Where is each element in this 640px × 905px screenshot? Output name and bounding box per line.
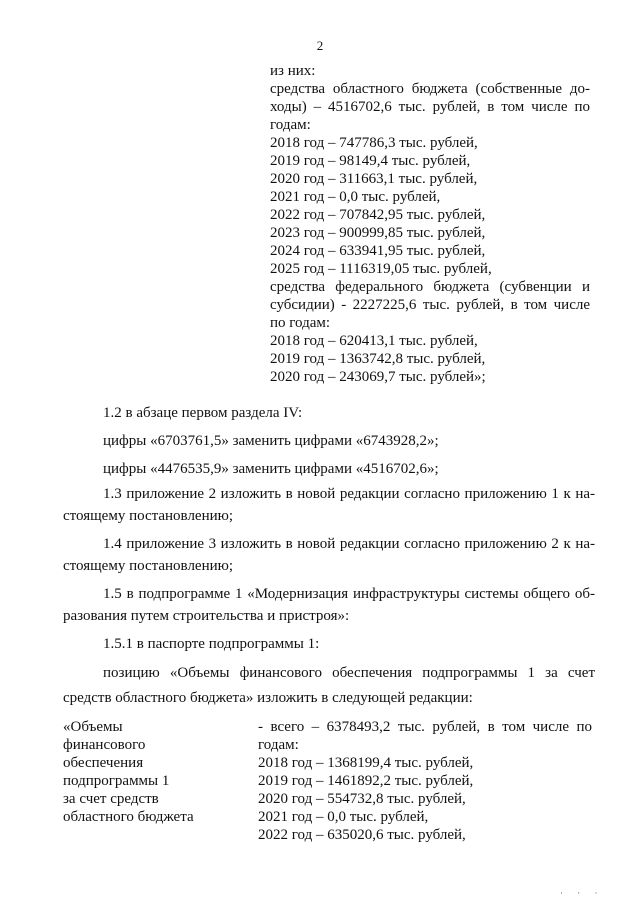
- text-line: средства федерального бюджета (субвенции и: [270, 279, 590, 295]
- table-label-line: за счет средств: [63, 791, 159, 807]
- text-line: позицию «Объемы финансового обеспечения подпрограммы 1 за счет: [103, 665, 595, 681]
- text-line: годам:: [270, 117, 311, 133]
- table-label-line: областного бюджета: [63, 809, 194, 825]
- text-line: средства областного бюджета (собственные до-: [270, 81, 590, 97]
- text-line: 1.5 в подпрограмме 1 «Модернизация инфраструктуры системы общего об-: [103, 586, 595, 602]
- text-line: 2023 год – 900999,85 тыс. рублей,: [270, 225, 486, 241]
- table-value-line: 2019 год – 1461892,2 тыс. рублей,: [258, 773, 474, 789]
- page-number: 2: [316, 38, 324, 53]
- paragraph-1-2: 1.2 в абзаце первом раздела IV:: [103, 405, 303, 421]
- text-line: 1.4 приложение 3 изложить в новой редакции согласно приложению 2 к на-: [103, 536, 595, 552]
- table-label-line: финансового: [63, 737, 146, 753]
- table-value-line: 2018 год – 1368199,4 тыс. рублей,: [258, 755, 474, 771]
- table-value-line: годам:: [258, 737, 299, 753]
- table-value-line: 2021 год – 0,0 тыс. рублей,: [258, 809, 429, 825]
- text-line: 2020 год – 311663,1 тыс. рублей,: [270, 171, 478, 187]
- text-line: 2018 год – 747786,3 тыс. рублей,: [270, 135, 478, 151]
- paragraph-digits-2: цифры «4476535,9» заменить цифрами «4516702,6»;: [103, 461, 439, 477]
- text-line: 2021 год – 0,0 тыс. рублей,: [270, 189, 441, 205]
- text-line: 2024 год – 633941,95 тыс. рублей,: [270, 243, 486, 259]
- table-value-line: 2022 год – 635020,6 тыс. рублей,: [258, 827, 466, 843]
- text-line: 2022 год – 707842,95 тыс. рублей,: [270, 207, 486, 223]
- table-label-line: обеспечения: [63, 755, 144, 771]
- text-line: 2019 год – 1363742,8 тыс. рублей,: [270, 351, 486, 367]
- table-value-line: - всего – 6378493,2 тыс. рублей, в том числе по: [258, 719, 592, 735]
- text-line: субсидии) - 2227225,6 тыс. рублей, в том числе: [270, 297, 590, 313]
- paragraph-digits-1: цифры «6703761,5» заменить цифрами «6743928,2»;: [103, 433, 439, 449]
- text-line: разования путем строительства и пристроя»:: [63, 608, 350, 624]
- table-label-line: подпрограммы 1: [63, 773, 170, 789]
- table-value-line: 2020 год – 554732,8 тыс. рублей,: [258, 791, 466, 807]
- text-line: 1.3 приложение 2 изложить в новой редакции согласно приложению 1 к на-: [103, 486, 595, 502]
- paragraph-1-5-1: 1.5.1 в паспорте подпрограммы 1:: [103, 636, 320, 652]
- footer-marks: · · ·: [560, 888, 604, 898]
- table-label-line: «Объемы: [63, 719, 123, 735]
- text-line: средств областного бюджета» изложить в следующей редакции:: [63, 690, 473, 706]
- text-line: по годам:: [270, 315, 331, 331]
- text-line: из них:: [270, 63, 316, 79]
- text-line: ходы) – 4516702,6 тыс. рублей, в том числе по: [270, 99, 590, 115]
- text-line: стоящему постановлению;: [63, 508, 234, 524]
- text-line: 2019 год – 98149,4 тыс. рублей,: [270, 153, 471, 169]
- text-line: 2018 год – 620413,1 тыс. рублей,: [270, 333, 478, 349]
- text-line: стоящему постановлению;: [63, 558, 234, 574]
- text-line: 2020 год – 243069,7 тыс. рублей»;: [270, 369, 486, 385]
- text-line: 2025 год – 1116319,05 тыс. рублей,: [270, 261, 492, 277]
